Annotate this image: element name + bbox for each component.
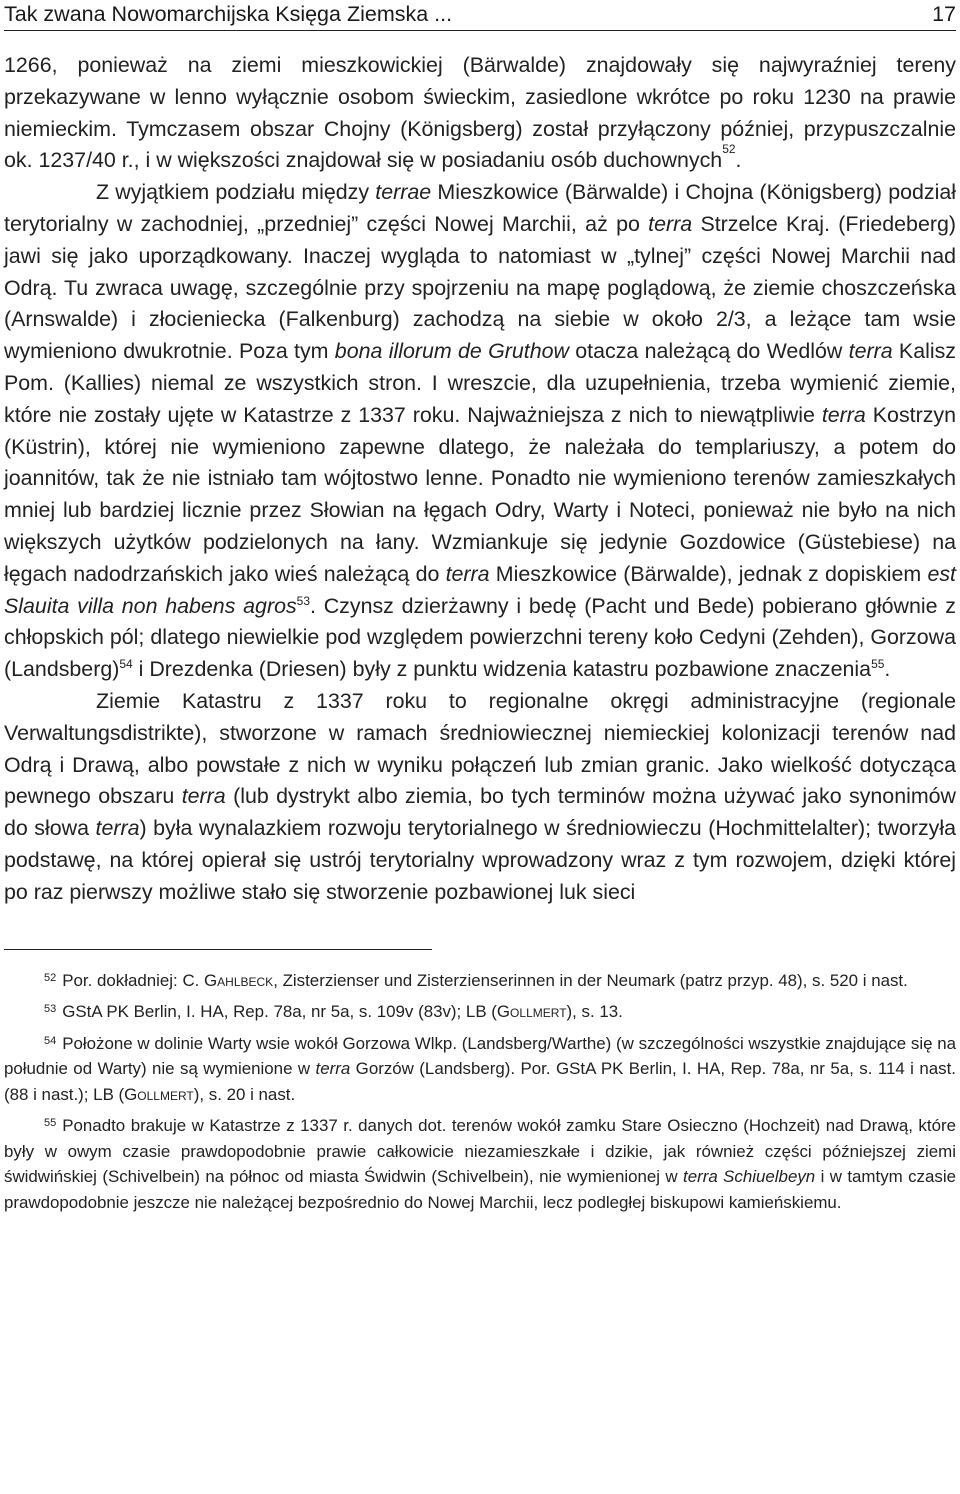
footnote-number: 52 [44,971,57,984]
footnote-number: 53 [44,1003,57,1016]
document-page [4,0,956,1221]
paragraph: 1266, ponieważ na ziemi mieszkowickiej (Bärwalde) znajdowały się najwyraźniej tereny przekazywane w lenno wyłącznie osobom świeckim, zasiedlone wkrótce po roku 1230 na prawie niemieckim. Tymczasem obszar Chojny (Königsberg) został przyłączony później, przypuszczalnie ok. 1237/40 r., i w większości znajdował się w posiadaniu osób duchownych$^{52}$. [4,53,956,173]
footnotes [4,968,956,1216]
footnote-number: 55 [44,1117,57,1130]
footnote-ref[interactable]: 54 [119,657,133,672]
main-text [4,50,956,909]
footnote: $^{54}$ Położone w dolinie Warty wsie wokół Gorzowa Wlkp. (Landsberg/Warthe) (w szczególności wszystkie znajdujące się na południe od Warty) nie są wymienione w terra Gorzów (Landsberg). Por. GStA PK Berlin, I. HA, Rep. 78a, nr 5a, s. 114 i nast. (88 i nast.); LB (Gollmert), s. 20 i nast. [4,1033,956,1104]
paragraph: Ziemie Katastru z 1337 roku to regionalne okręgi administracyjne (regionale Verwaltungsdistrikte), stworzone w ramach średniowiecznej niemieckiej kolonizacji terenów nad Odrą i Drawą, albo powstałe z nich w wyniku połączeń lub zmian granic. Jako wielkość dotycząca pewnego obszaru terra (lub dystrykt albo ziemia, bo tych terminów można używać jako synonimów do słowa terra) była wynalazkiem rozwoju terytorialnego w średniowieczu (Hochmittelalter); tworzyła podstawę, na której opierał się ustrój terytorialny wprowadzony wraz z tym rozwojem, dzięki której po raz pierwszy możliwe stało się stworzenie pozbawionej luk sieci [4,688,957,904]
paragraph: Z wyjątkiem podziału między terrae Mieszkowice (Bärwalde) i Chojna (Königsberg) podział terytorialny w zachodniej, „przedniej” części Nowej Marchii, aż po terra Strzelce Kraj. (Friedeberg) jawi się jako uporządkowany. Inaczej wygląda to natomiast w „tylnej” części Nowej Marchii nad Odrą. Tu zwraca uwagę, szczególnie przy spojrzeniu na mapę poglądową, że ziemie choszczeńska (Arnswalde) i złocieniecka (Falkenburg) zachodzą na siebie w około 2/3, a leżące tam wsie wymieniono dwukrotnie. Poza tym bona illorum de Gruthow otacza należącą do Wedlów terra Kalisz Pom. (Kallies) niemal ze wszystkich stron. I wreszcie, dla uzupełnienia, trzeba wymienić ziemie, które nie zostały ujęte w Katastrze z 1337 roku. Najważniejsza z nich to niewątpliwie terra Kostrzyn (Küstrin), której nie wymieniono zapewne dlatego, że należała do templariuszy, a potem do joannitów, tak że nie istniało tam wójtostwo lenne. Ponadto nie wymieniono terenów zamieszkałych mniej lub bardziej licznie przez Słowian na łęgach Odry, Warty i Noteci, ponieważ nie było na nich większych użytków podzielonych na łany. Wzmiankuje się jedynie Gozdowice (Güstebiese) na łęgach nadodrzańskich jako wieś należącą do terra Mieszkowice (Bärwalde), jednak z dopiskiem est Slauita villa non habens agros$^{53}$. Czynsz dzierżawny i bedę (Pacht und Bede) pobierano głównie z chłopskich pól; dlatego niewielkie pod względem powierzchni tereny koło Cedyni (Zehden), Gorzowa (Landsberg)$^{54}$ i Drezdenka (Driesen) były z punktu widzenia katastru pozbawione znaczenia$^{55}$. [4,180,956,682]
footnote: $^{53}$ GStA PK Berlin, I. HA, Rep. 78a, nr 5a, s. 109v (83v); LB (Gollmert), s. 13. [44,1002,623,1022]
page-number: 17 [932,2,956,26]
footnote: $^{52}$ Por. dokładniej: C. Gahlbeck, Zisterzienser und Zisterzienserinnen in der Neumark (patrz przyp. 48), s. 520 i nast. [44,970,908,990]
footnote: $^{55}$ Ponadto brakuje w Katastrze z 1337 r. danych dot. terenów wokół zamku Stare Osieczno (Hochzeit) nad Drawą, które były w owym czasie prawdopodobnie prawie całkowicie niezamieszkałe i dzikie, jak również części późniejszej ziemi świdwińskiej (Schivelbein) na północ od miasta Świdwin (Schivelbein), nie wymienionej w terra Schiuelbeyn i w tamtym czasie prawdopodobnie jeszcze nie należącej bezpośrednio do Nowej Marchii, lecz podległej biskupowi kamieńskiemu. [4,1116,956,1212]
footnote-ref[interactable]: 53 [296,593,311,608]
footnote-separator [4,949,432,950]
running-title: Tak zwana Nowomarchijska Księga Ziemska ... [4,2,453,26]
footnote-ref[interactable]: 52 [722,142,736,157]
footnote-ref[interactable]: 55 [871,657,885,672]
running-header [4,0,956,31]
footnote-number: 54 [44,1034,57,1047]
